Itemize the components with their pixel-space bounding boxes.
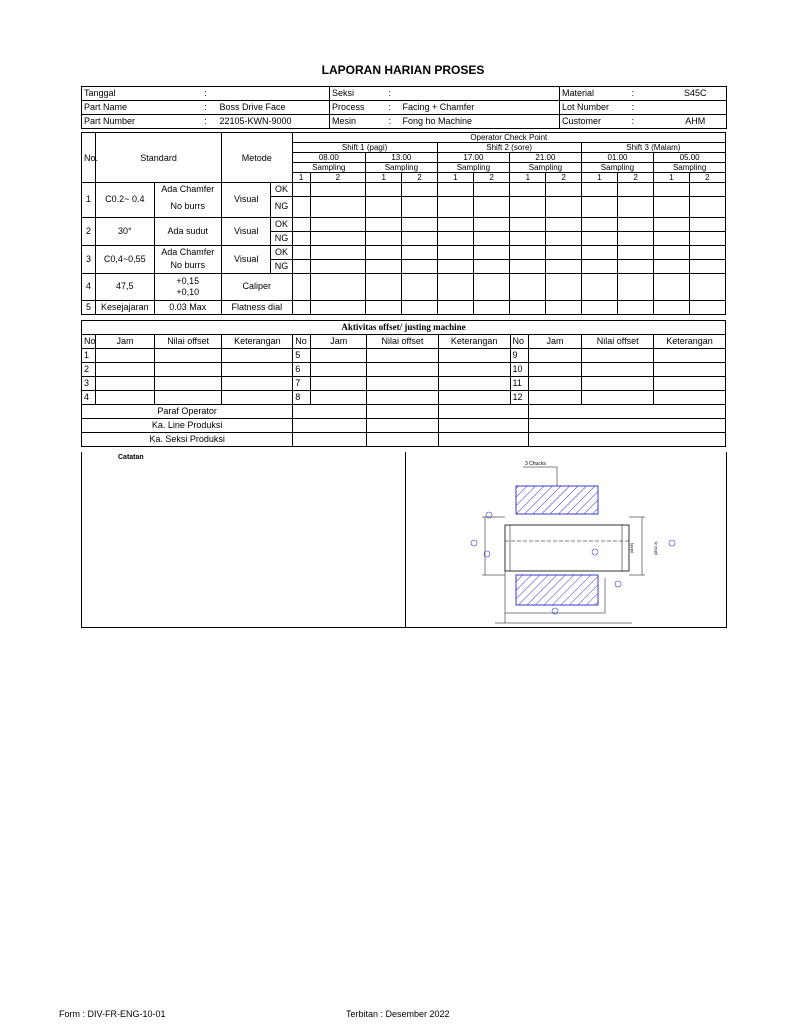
colon: : bbox=[194, 101, 218, 115]
time-header: 01.00 bbox=[581, 153, 654, 163]
check-cell[interactable] bbox=[546, 245, 581, 259]
no-header: No. bbox=[82, 133, 96, 183]
item-tolerance bbox=[154, 273, 222, 300]
check-cell[interactable] bbox=[581, 259, 617, 273]
ok-label: OK bbox=[271, 217, 292, 231]
part-drawing bbox=[407, 453, 727, 625]
item-no: 5 bbox=[82, 300, 96, 314]
check-cell[interactable] bbox=[402, 183, 437, 197]
check-cell[interactable] bbox=[292, 245, 310, 259]
material-value: S45C bbox=[665, 87, 727, 101]
ng-label: NG bbox=[271, 259, 292, 273]
check-cell[interactable] bbox=[581, 217, 617, 231]
check-cell[interactable] bbox=[473, 300, 509, 314]
check-cell[interactable] bbox=[437, 273, 473, 300]
sample-number: 2 bbox=[473, 173, 509, 183]
check-cell[interactable] bbox=[402, 217, 437, 231]
shift-2-header: Shift 2 (sore) bbox=[437, 143, 581, 153]
check-cell[interactable] bbox=[310, 273, 365, 300]
check-cell[interactable] bbox=[473, 259, 509, 273]
check-cell[interactable] bbox=[310, 183, 365, 197]
check-cell[interactable] bbox=[402, 197, 437, 218]
nilai-offset-cell[interactable] bbox=[367, 391, 439, 405]
nilai-offset-cell[interactable] bbox=[154, 349, 222, 363]
keterangan-cell[interactable] bbox=[438, 363, 510, 377]
check-cell[interactable] bbox=[546, 183, 581, 197]
signoff-cell[interactable] bbox=[367, 433, 439, 447]
offset-row-no: 8 bbox=[293, 391, 311, 405]
check-cell[interactable] bbox=[689, 231, 726, 245]
check-cell[interactable] bbox=[310, 217, 365, 231]
offset-row-no: 3 bbox=[82, 377, 96, 391]
offset-row-no: 9 bbox=[510, 349, 528, 363]
check-cell[interactable] bbox=[292, 273, 310, 300]
item-metode: Flatness dial bbox=[222, 300, 293, 314]
form-code: Form : DIV-FR-ENG-10-01 bbox=[59, 1009, 166, 1019]
item-no: 3 bbox=[82, 245, 96, 273]
jam-cell[interactable] bbox=[311, 391, 367, 405]
page-title: LAPORAN HARIAN PROSES bbox=[321, 63, 485, 77]
check-cell[interactable] bbox=[546, 259, 581, 273]
process-value: Facing + Chamfer bbox=[401, 101, 560, 115]
offset-row-no: 10 bbox=[510, 363, 528, 377]
sampling-header: Sampling bbox=[581, 163, 654, 173]
notes-area bbox=[81, 452, 727, 628]
lot-number-label: Lot Number bbox=[560, 101, 630, 115]
item-check: Ada sudut bbox=[154, 217, 222, 245]
sample-number: 1 bbox=[437, 173, 473, 183]
check-cell[interactable] bbox=[366, 300, 402, 314]
nilai-offset-cell[interactable] bbox=[582, 349, 654, 363]
offset-row-no: 4 bbox=[82, 391, 96, 405]
signoff-cell[interactable] bbox=[438, 433, 528, 447]
customer-label: Customer bbox=[560, 115, 630, 129]
check-cell[interactable] bbox=[437, 259, 473, 273]
header-table bbox=[81, 86, 727, 129]
check-cell[interactable] bbox=[366, 217, 402, 231]
jam-cell[interactable] bbox=[528, 363, 582, 377]
item-standard: C0.2~ 0.4 bbox=[96, 183, 154, 218]
terbitan: Terbitan : Desember 2022 bbox=[346, 1009, 450, 1019]
check-cell[interactable] bbox=[310, 197, 365, 218]
shift-1-header: Shift 1 (pagi) bbox=[292, 143, 437, 153]
nilai-offset-cell[interactable] bbox=[154, 391, 222, 405]
check-cell[interactable] bbox=[292, 300, 310, 314]
signoff-cell[interactable] bbox=[293, 405, 367, 419]
check-cell[interactable] bbox=[654, 273, 689, 300]
check-cell[interactable] bbox=[437, 197, 473, 218]
time-header: 13.00 bbox=[366, 153, 438, 163]
jam-cell[interactable] bbox=[528, 391, 582, 405]
check-cell[interactable] bbox=[510, 231, 546, 245]
keterangan-cell[interactable] bbox=[654, 363, 726, 377]
check-cell[interactable] bbox=[437, 217, 473, 231]
keterangan-cell[interactable] bbox=[222, 349, 293, 363]
item-metode: Visual bbox=[222, 217, 271, 245]
check-cell[interactable] bbox=[617, 245, 653, 259]
check-cell[interactable] bbox=[510, 217, 546, 231]
colon: : bbox=[630, 101, 665, 115]
check-cell[interactable] bbox=[292, 217, 310, 231]
lot-number-value[interactable] bbox=[665, 101, 727, 115]
check-cell[interactable] bbox=[546, 231, 581, 245]
check-cell[interactable] bbox=[546, 197, 581, 218]
offset-row-no: 7 bbox=[293, 377, 311, 391]
check-cell[interactable] bbox=[617, 259, 653, 273]
keterangan-cell[interactable] bbox=[222, 377, 293, 391]
check-cell[interactable] bbox=[654, 259, 689, 273]
ok-label: OK bbox=[271, 245, 292, 259]
check-cell[interactable] bbox=[473, 217, 509, 231]
check-cell[interactable] bbox=[581, 231, 617, 245]
check-cell[interactable] bbox=[546, 300, 581, 314]
nilai-offset-header: Nilai offset bbox=[154, 335, 222, 349]
keterangan-cell[interactable] bbox=[438, 349, 510, 363]
item-metode: Visual bbox=[222, 183, 271, 218]
nilai-offset-cell[interactable] bbox=[367, 363, 439, 377]
ng-label: NG bbox=[271, 197, 292, 218]
colon: : bbox=[387, 101, 401, 115]
colon: : bbox=[630, 87, 665, 101]
offset-row-no: 2 bbox=[82, 363, 96, 377]
colon: : bbox=[387, 87, 401, 101]
ok-label: OK bbox=[271, 183, 292, 197]
keterangan-header: Keterangan bbox=[654, 335, 726, 349]
tolerance-upper: +0,15 bbox=[176, 275, 200, 286]
check-cell[interactable] bbox=[402, 245, 437, 259]
sample-number: 2 bbox=[546, 173, 581, 183]
catatan-label: Catatan bbox=[118, 454, 144, 461]
check-cell[interactable] bbox=[292, 259, 310, 273]
sampling-header: Sampling bbox=[510, 163, 582, 173]
offset-title: Aktivitas offset/ justing machine bbox=[82, 321, 726, 335]
check-cell[interactable] bbox=[510, 259, 546, 273]
check-cell[interactable] bbox=[366, 273, 402, 300]
seksi-label: Seksi bbox=[330, 87, 387, 101]
signoff-cell[interactable] bbox=[293, 419, 367, 433]
offset-table bbox=[81, 320, 726, 447]
sampling-header: Sampling bbox=[292, 163, 366, 173]
chuck-bottom bbox=[516, 575, 598, 605]
item-no: 4 bbox=[82, 273, 96, 300]
offset-row-no: 12 bbox=[510, 391, 528, 405]
chuck-top bbox=[516, 486, 598, 514]
jam-header: Jam bbox=[528, 335, 582, 349]
jam-cell[interactable] bbox=[96, 349, 155, 363]
check-cell[interactable] bbox=[689, 259, 726, 273]
colon: : bbox=[194, 115, 218, 129]
keterangan-cell[interactable] bbox=[654, 377, 726, 391]
check-cell[interactable] bbox=[581, 245, 617, 259]
item-standard: 47,5 bbox=[96, 273, 154, 300]
check-cell[interactable] bbox=[366, 259, 402, 273]
check-cell[interactable] bbox=[654, 231, 689, 245]
item-check: Ada Chamfer bbox=[154, 245, 222, 259]
nilai-offset-cell[interactable] bbox=[154, 377, 222, 391]
sample-number: 2 bbox=[689, 173, 726, 183]
check-cell[interactable] bbox=[437, 183, 473, 197]
time-header: 05.00 bbox=[654, 153, 726, 163]
sample-number: 2 bbox=[310, 173, 365, 183]
sample-number: 1 bbox=[654, 173, 689, 183]
keterangan-header: Keterangan bbox=[438, 335, 510, 349]
sample-number: 1 bbox=[581, 173, 617, 183]
check-cell[interactable] bbox=[654, 217, 689, 231]
sample-number: 1 bbox=[366, 173, 402, 183]
check-cell[interactable] bbox=[546, 273, 581, 300]
sampling-header: Sampling bbox=[654, 163, 726, 173]
part-name-value: Boss Drive Face bbox=[218, 101, 330, 115]
check-cell[interactable] bbox=[689, 183, 726, 197]
check-cell[interactable] bbox=[581, 197, 617, 218]
nilai-offset-cell[interactable] bbox=[582, 363, 654, 377]
offset-row-no: 11 bbox=[510, 377, 528, 391]
check-cell[interactable] bbox=[366, 231, 402, 245]
check-cell[interactable] bbox=[310, 231, 365, 245]
no-header: No bbox=[510, 335, 528, 349]
check-cell[interactable] bbox=[473, 231, 509, 245]
check-cell[interactable] bbox=[689, 273, 726, 300]
chucks-label: 3 Chucks bbox=[525, 461, 546, 467]
item-standard: Kesejajaran bbox=[96, 300, 154, 314]
check-cell[interactable] bbox=[581, 300, 617, 314]
seksi-value[interactable] bbox=[401, 87, 560, 101]
check-cell[interactable] bbox=[437, 300, 473, 314]
offset-row-no: 1 bbox=[82, 349, 96, 363]
check-cell[interactable] bbox=[402, 300, 437, 314]
check-cell[interactable] bbox=[402, 231, 437, 245]
operator-check-point-header: Operator Check Point bbox=[292, 133, 725, 143]
item-check: No burrs bbox=[154, 259, 222, 273]
check-cell[interactable] bbox=[654, 245, 689, 259]
sample-number: 1 bbox=[510, 173, 546, 183]
colon: : bbox=[387, 115, 401, 129]
item-no: 1 bbox=[82, 183, 96, 218]
check-cell[interactable] bbox=[366, 197, 402, 218]
jam-cell[interactable] bbox=[311, 349, 367, 363]
check-cell[interactable] bbox=[402, 259, 437, 273]
item-standard: 30° bbox=[96, 217, 154, 245]
check-cell[interactable] bbox=[473, 197, 509, 218]
jam-cell[interactable] bbox=[96, 391, 155, 405]
nilai-offset-cell[interactable] bbox=[367, 377, 439, 391]
sample-number: 1 bbox=[292, 173, 310, 183]
check-cell[interactable] bbox=[654, 183, 689, 197]
check-cell[interactable] bbox=[292, 183, 310, 197]
jam-cell[interactable] bbox=[528, 349, 582, 363]
signoff-cell[interactable] bbox=[528, 433, 725, 447]
check-cell[interactable] bbox=[689, 300, 726, 314]
sample-number: 2 bbox=[617, 173, 653, 183]
check-cell[interactable] bbox=[617, 183, 653, 197]
item-standard: C0,4~0,55 bbox=[96, 245, 154, 273]
check-grid bbox=[81, 132, 726, 315]
nilai-offset-cell[interactable] bbox=[154, 363, 222, 377]
keterangan-cell[interactable] bbox=[438, 377, 510, 391]
check-cell[interactable] bbox=[437, 231, 473, 245]
nilai-offset-header: Nilai offset bbox=[367, 335, 439, 349]
jam-cell[interactable] bbox=[96, 363, 155, 377]
check-cell[interactable] bbox=[366, 183, 402, 197]
diameter-42-label: (Ø42.3) bbox=[653, 541, 658, 555]
signoff-cell[interactable] bbox=[367, 405, 439, 419]
keterangan-header: Keterangan bbox=[222, 335, 293, 349]
check-cell[interactable] bbox=[581, 273, 617, 300]
tanggal-value[interactable] bbox=[218, 87, 330, 101]
item-check: 0.03 Max bbox=[154, 300, 222, 314]
mesin-value: Fong ho Machine bbox=[401, 115, 560, 129]
item-metode: Visual bbox=[222, 245, 271, 273]
colon: : bbox=[630, 115, 665, 129]
check-cell[interactable] bbox=[310, 245, 365, 259]
diameter-46-label: (Ø46) bbox=[629, 542, 634, 553]
time-header: 08.00 bbox=[292, 153, 366, 163]
check-cell[interactable] bbox=[510, 273, 546, 300]
check-cell[interactable] bbox=[617, 273, 653, 300]
nilai-offset-header: Nilai offset bbox=[582, 335, 654, 349]
jam-header: Jam bbox=[311, 335, 367, 349]
signoff-label: Paraf Operator bbox=[82, 405, 293, 419]
standard-header: Standard bbox=[96, 133, 222, 183]
jam-cell[interactable] bbox=[311, 363, 367, 377]
item-check: No burrs bbox=[154, 197, 222, 218]
no-header: No bbox=[82, 335, 96, 349]
signoff-label: Ka. Line Produksi bbox=[82, 419, 293, 433]
signoff-cell[interactable] bbox=[438, 405, 528, 419]
material-label: Material bbox=[560, 87, 630, 101]
sample-number: 2 bbox=[402, 173, 437, 183]
check-cell[interactable] bbox=[292, 197, 310, 218]
jam-cell[interactable] bbox=[311, 377, 367, 391]
check-cell[interactable] bbox=[366, 245, 402, 259]
tanggal-label: Tanggal bbox=[82, 87, 194, 101]
nilai-offset-cell[interactable] bbox=[582, 377, 654, 391]
offset-row-no: 5 bbox=[293, 349, 311, 363]
check-cell[interactable] bbox=[617, 300, 653, 314]
customer-value: AHM bbox=[665, 115, 727, 129]
signoff-cell[interactable] bbox=[367, 419, 439, 433]
workpiece bbox=[505, 525, 629, 571]
part-number-label: Part Number bbox=[82, 115, 194, 129]
keterangan-cell[interactable] bbox=[222, 363, 293, 377]
sampling-header: Sampling bbox=[437, 163, 510, 173]
check-cell[interactable] bbox=[473, 183, 509, 197]
item-check: Ada Chamfer bbox=[154, 183, 222, 197]
check-cell[interactable] bbox=[473, 245, 509, 259]
colon: : bbox=[194, 87, 218, 101]
shift-3-header: Shift 3 (Malam) bbox=[581, 143, 725, 153]
check-cell[interactable] bbox=[617, 217, 653, 231]
check-cell[interactable] bbox=[617, 197, 653, 218]
nilai-offset-cell[interactable] bbox=[582, 391, 654, 405]
keterangan-cell[interactable] bbox=[222, 391, 293, 405]
tolerance-lower: +0,10 bbox=[176, 286, 200, 297]
check-cell[interactable] bbox=[654, 300, 689, 314]
nilai-offset-cell[interactable] bbox=[367, 349, 439, 363]
process-label: Process bbox=[330, 101, 387, 115]
part-name-label: Part Name bbox=[82, 101, 194, 115]
jam-cell[interactable] bbox=[528, 377, 582, 391]
ng-label: NG bbox=[271, 231, 292, 245]
keterangan-cell[interactable] bbox=[654, 349, 726, 363]
jam-cell[interactable] bbox=[96, 377, 155, 391]
check-cell[interactable] bbox=[292, 231, 310, 245]
keterangan-cell[interactable] bbox=[654, 391, 726, 405]
metode-header: Metode bbox=[222, 133, 293, 183]
no-header: No bbox=[293, 335, 311, 349]
check-cell[interactable] bbox=[546, 217, 581, 231]
check-cell[interactable] bbox=[510, 300, 546, 314]
check-cell[interactable] bbox=[617, 231, 653, 245]
check-cell[interactable] bbox=[473, 273, 509, 300]
item-metode: Caliper bbox=[222, 273, 293, 300]
check-cell[interactable] bbox=[689, 245, 726, 259]
jam-header: Jam bbox=[96, 335, 155, 349]
signoff-cell[interactable] bbox=[293, 433, 367, 447]
check-cell[interactable] bbox=[689, 197, 726, 218]
signoff-cell[interactable] bbox=[528, 419, 725, 433]
check-cell[interactable] bbox=[510, 245, 546, 259]
signoff-cell[interactable] bbox=[528, 405, 725, 419]
item-no: 2 bbox=[82, 217, 96, 245]
check-cell[interactable] bbox=[581, 183, 617, 197]
time-header: 17.00 bbox=[437, 153, 510, 163]
part-number-value: 22105-KWN-9000 bbox=[218, 115, 330, 129]
sampling-header: Sampling bbox=[366, 163, 438, 173]
check-cell[interactable] bbox=[402, 273, 437, 300]
mesin-label: Mesin bbox=[330, 115, 387, 129]
time-header: 21.00 bbox=[510, 153, 582, 163]
keterangan-cell[interactable] bbox=[438, 391, 510, 405]
check-cell[interactable] bbox=[310, 300, 365, 314]
check-cell[interactable] bbox=[510, 197, 546, 218]
check-cell[interactable] bbox=[654, 197, 689, 218]
check-cell[interactable] bbox=[310, 259, 365, 273]
offset-row-no: 6 bbox=[293, 363, 311, 377]
signoff-cell[interactable] bbox=[438, 419, 528, 433]
signoff-label: Ka. Seksi Produksi bbox=[82, 433, 293, 447]
check-cell[interactable] bbox=[689, 217, 726, 231]
check-cell[interactable] bbox=[437, 245, 473, 259]
check-cell[interactable] bbox=[510, 183, 546, 197]
